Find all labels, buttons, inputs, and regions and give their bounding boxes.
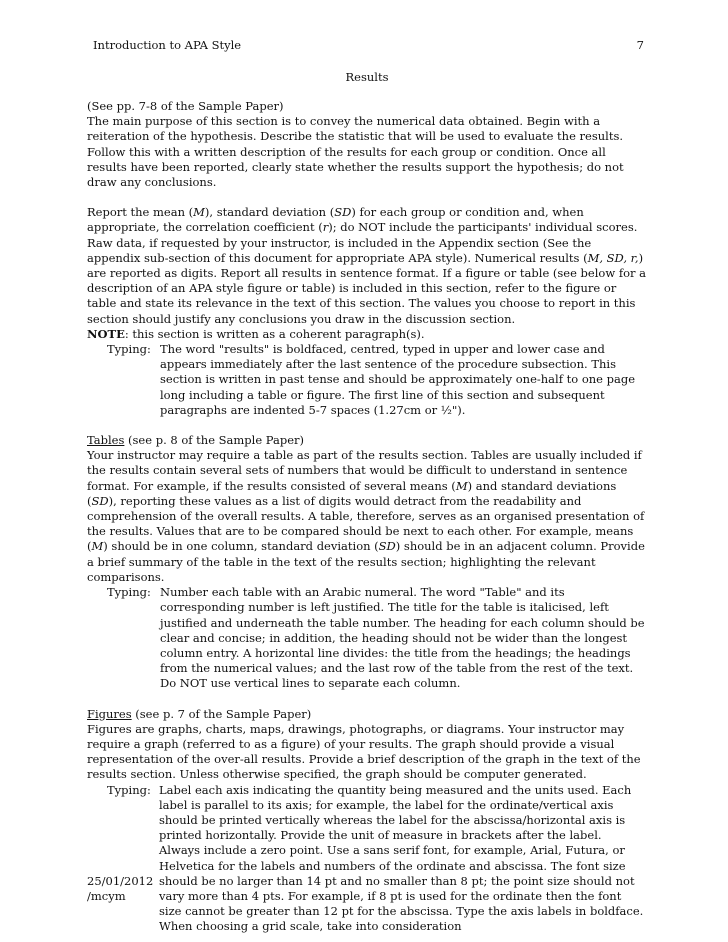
figures-typing-block [107,783,647,935]
typing-label: Typing: [107,585,151,600]
footer-author: /mcym [87,889,126,903]
figures-paragraph [87,707,647,783]
running-title: Introduction to APA Style [93,38,242,52]
tables-heading: Tables [87,433,125,448]
results-reference: (See pp. 7-8 of the Sample Paper) [87,99,284,113]
tables-paragraph: Tables (see p. 8 of the Sample Paper) Your instructor may require a table as part of the results section. Tables are usually included if the results contain several sets of numbers that would be difficult to understand in sentence format. For example, if the results consisted of several means (M) and standard deviations (SD), reporting these values as a list of digits would detract from the readability and comprehension of the overall results. A table, therefore, serves as an organised presentation of the results. Values that are to be compared should be next to each other. For example, means (M) should be in one column, standard deviation (SD) should be in an adjacent column. Provide a brief summary of the table in the text of the results section; highlighting the relevant comparisons. [87,433,645,584]
results-note [87,327,647,342]
typing-text: Label each axis indicating the quantity being measured and the units used. Each label is parallel to its axis; for example, the label for the ordinate/vertical axis should be printed vertically whereas the label for the abscissa/horizontal axis is printed horizontally. Provide the unit of measure in brackets after the label. Always include a zero point. Use a sans serif font, for example, Arial, Futura, or Helvetica for the labels and numbers of the ordinate and abscissa. The font size should be no larger than 14 pt and no smaller than 8 pt; the point size should not vary more than 4 pts. For example, if 8 pt is used for the ordinate then the font size cannot be greater than 12 pt for the abscissa. Type the axis labels in boldface. When choosing a grid scale, take into consideration [159,782,644,934]
typing-label: Typing: [107,342,151,357]
results-intro-text: The main purpose of this section is to convey the numerical data obtained. Begin with a reiteration of the hypothesis. Describe the statistic that will be used to evaluate the results. Follow this with a written description of the results for each group or condition. Once all results have been reported, clearly state whether the results support the hypothesis; do not draw any conclusions. [87,114,624,190]
note-text: : this section is written as a coherent paragraph(s). [124,326,425,341]
note-label: NOTE [87,326,125,341]
document-body [87,99,647,935]
footer-date: 25/01/2012 [87,874,154,888]
typing-text: Number each table with an Arabic numeral. The word "Table" and its corresponding number is left justified. The title for the table is italicised, left justified and underneath the table number. The heading for each column should be clear and concise; in addition, the heading should not be wider than the longest column entry. A horizontal line divides: the title from the headings; the headings from the numerical values; and the last row of the table from the rest of the text. Do NOT use vertical lines to separate each column. [160,585,645,691]
tables-typing-block [107,585,647,691]
running-header [93,38,644,53]
figures-reference: (see p. 7 of the Sample Paper) [131,706,312,721]
figures-heading: Figures [87,706,132,721]
figures-text: Figures are graphs, charts, maps, drawings, photographs, or diagrams. Your instructor may require a graph (referred to as a figure) of your results. The graph should provide a visual representation of the over-all results. Provide a brief description of the graph in the text of the results section. Unless otherwise specified, the graph should be computer generated. [87,721,641,782]
tables-reference: (see p. 8 of the Sample Paper) [124,433,305,448]
tables-section [87,433,647,691]
results-typing-block [107,342,647,418]
results-intro-paragraph [87,99,647,190]
typing-text: The word "results" is boldfaced, centred, typed in upper and lower case and appears immediately after the last sentence of the procedure subsection. This section is written in past tense and should be approximately one-half to one page long including a table or figure. The first line of this section and subsequent paragraphs are indented 5-7 spaces (1.27cm or ½"). [160,342,635,417]
page-number: 7 [636,38,644,52]
results-reporting-paragraph: Report the mean (M), standard deviation (SD) for each group or condition and, when appropriate, the correlation coefficient (r); do NOT include the participants' individual scores. Raw data, if requested by your instructor, is included in the Appendix section (See the appendix sub-section of this document for appropriate APA style). Numerical results (M, SD, r,) are reported as digits. Report all results in sentence format. If a figure or table (see below for a description of an APA style figure or table) is included in this section, refer to the figure or table and state its relevance in the text of this section. The values you choose to report in this section should justify any conclusions you draw in the discussion section. [87,205,647,326]
section-title: Results [345,70,389,84]
typing-label: Typing: [107,782,151,797]
page-footer [87,874,287,904]
